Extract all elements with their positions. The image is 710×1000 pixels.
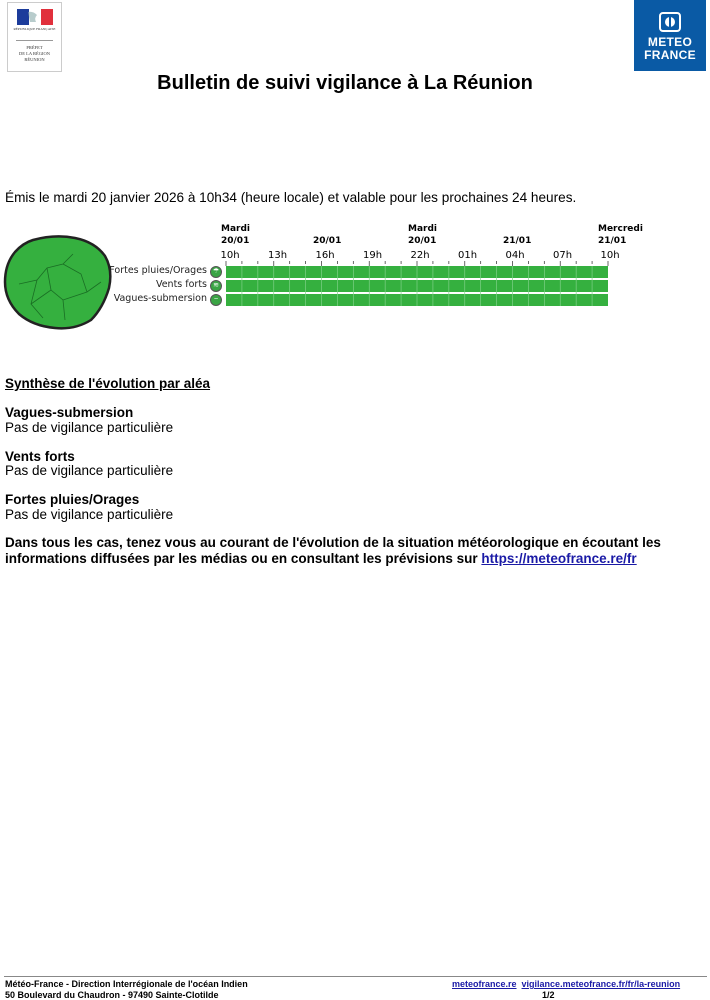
timeline-row-label: Vagues-submersion — [113, 293, 207, 304]
timeline-date-label: 20/01 — [313, 236, 342, 246]
timeline-day-label: Mardi — [221, 224, 250, 234]
final-advice-text: Dans tous les cas, tenez vous au courant de l'évolution de la situation météorologique en écoutant les informations diffusées par les médias ou en consultant les prévisions sur — [5, 535, 661, 566]
timeline-hour-label: 10h — [600, 250, 620, 261]
timeline-row-label: Fortes pluies/Orages — [109, 265, 207, 276]
meteo-france-text-1: METEO — [647, 35, 693, 49]
page-number: 1/2 — [542, 990, 555, 1000]
footer-link-meteofrance[interactable]: meteofrance.re — [452, 979, 517, 989]
final-advice — [5, 535, 705, 566]
wave-icon: ~ — [210, 294, 222, 306]
timeline-date-label: 20/01 — [221, 236, 250, 246]
timeline-date-label: 21/01 — [598, 236, 627, 246]
timeline-hour-label: 16h — [315, 250, 335, 261]
footer-divider — [4, 976, 707, 977]
timeline-hour-label: 01h — [457, 250, 478, 261]
meteo-france-logo[interactable] — [634, 0, 706, 71]
timeline-day-label: Mercredi — [598, 224, 643, 234]
prefecture-line-3: RÉUNION — [24, 57, 45, 62]
wind-icon: ≋ — [210, 280, 222, 292]
synthesis-title: Synthèse de l'évolution par aléa — [5, 376, 211, 391]
prefecture-logo — [7, 2, 62, 72]
footer-link-vigilance[interactable]: vigilance.meteofrance.fr/fr/la-reunion — [521, 979, 681, 989]
hazard-status: Pas de vigilance particulière — [5, 463, 174, 478]
timeline-date-label: 21/01 — [503, 236, 532, 246]
timeline-date-label: 20/01 — [408, 236, 437, 246]
hazard-name: Vagues-submersion — [5, 405, 134, 420]
marianne-flag-icon — [17, 9, 53, 25]
timeline-hour-label: 22h — [410, 250, 430, 261]
meteofrance-link[interactable]: https://meteofrance.re/fr — [481, 550, 637, 566]
prefecture-line-1: PRÉFET — [26, 45, 43, 50]
footer-links — [452, 979, 680, 989]
timeline-day-label: Mardi — [408, 224, 437, 234]
hazard-status: Pas de vigilance particulière — [5, 420, 174, 435]
meteo-france-icon — [659, 12, 681, 32]
timeline-hour-label: 07h — [552, 250, 573, 261]
timeline-hour-label: 10h — [220, 250, 240, 261]
republique-francaise-text: RÉPUBLIQUE FRANÇAISE — [13, 27, 56, 31]
timeline-hour-label: 04h — [505, 250, 525, 261]
footer-address-2: 50 Boulevard du Chaudron - 97490 Sainte-Clotilde — [5, 990, 219, 1000]
emission-text: Émis le mardi 20 janvier 2026 à 10h34 (heure locale) et valable pour les prochaines 24 heures. — [5, 190, 577, 205]
footer-address-1: Météo-France - Direction Interrégionale de l'océan Indien — [5, 979, 248, 989]
timeline-hour-label: 13h — [267, 250, 288, 261]
prefecture-line-2: DE LA RÉGION — [19, 51, 50, 56]
page-title: Bulletin de suivi vigilance à La Réunion — [157, 72, 533, 94]
rain-storm-icon: ☂ — [210, 266, 222, 278]
timeline-row-label: Vents forts — [155, 279, 207, 290]
hazard-name: Fortes pluies/Orages — [5, 492, 140, 507]
timeline-hour-label: 19h — [362, 250, 383, 261]
hazard-status: Pas de vigilance particulière — [5, 507, 174, 522]
meteo-france-text-2: FRANCE — [644, 48, 696, 62]
vigilance-timeline — [0, 220, 710, 320]
timeline-ticks — [0, 220, 710, 320]
hazard-name: Vents forts — [5, 449, 75, 464]
